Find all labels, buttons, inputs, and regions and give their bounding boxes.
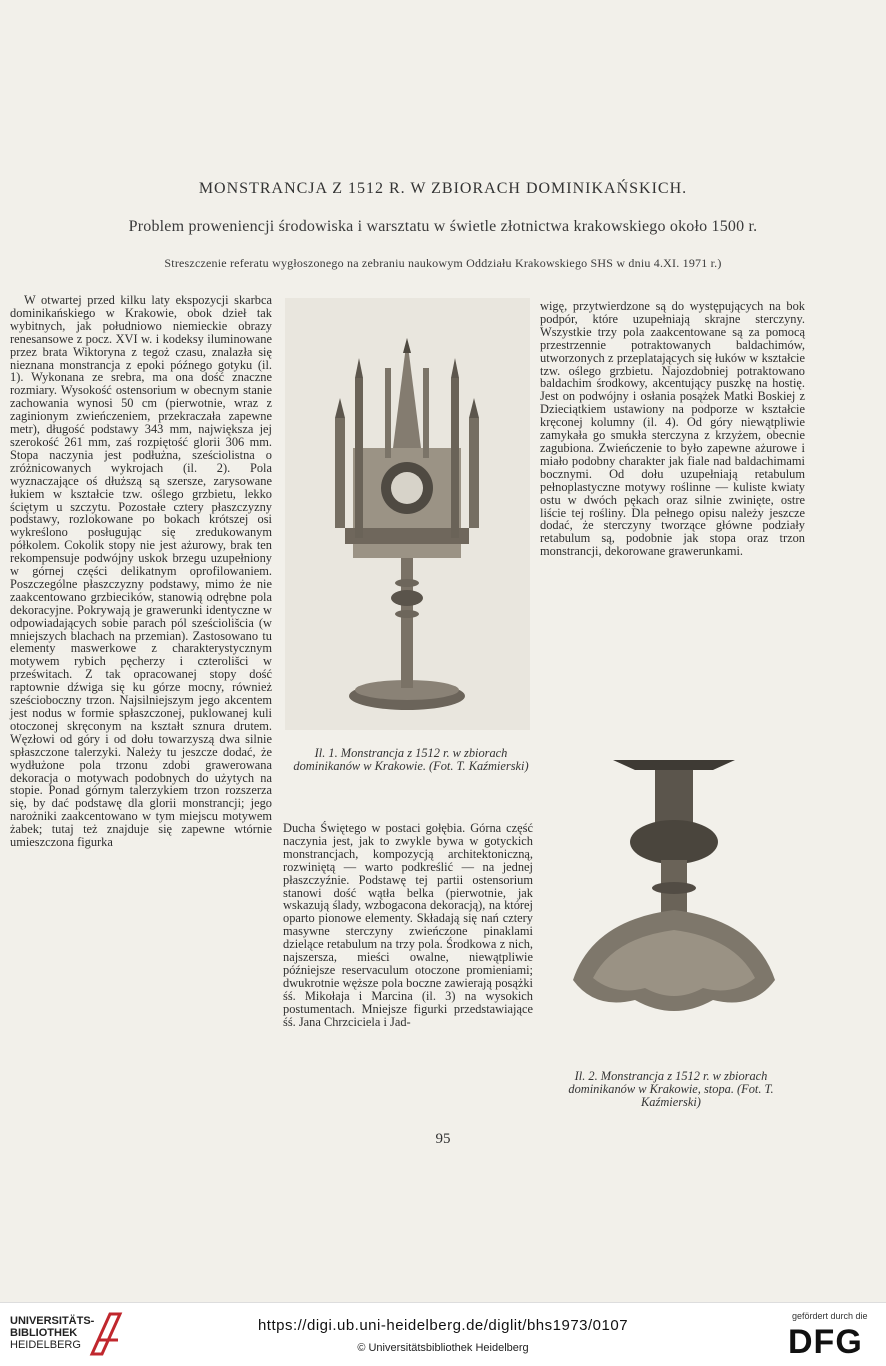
library-name-line: BIBLIOTHEK: [10, 1327, 78, 1339]
figure-2-caption: Il. 2. Monstrancja z 1512 r. w zbiorach dominikanów w Krakowie, stopa. (Fot. T. Kaźmierski): [568, 1069, 774, 1109]
page-number: 95: [435, 1131, 451, 1147]
text-column-left: [10, 294, 272, 849]
paragraph: W otwartej przed kilku laty ekspozycji skarbca dominikańskiego w Krakowie, obok dzieł tak wybitnych, jak południowo niemieckie obrazy renesansowe z pocz. XVI w. i kodeksy iluminowane przez brata Wiktoryna z tegoż czasu, znalazła się nieznana monstrancja z epoki późnego gotyku (il. 1). Wykonana ze srebra, ma ona dość znaczne rozmiary. Wysokość ostensorium w obecnym stanie zachowania wynosi 50 cm (pierwotnie, wraz z zaginionym zwieńczeniem, przekraczała zapewne metr), długość podstawy 343 mm, największa jej szerokość 261 mm, zaś rozpiętość glorii 306 mm. Stopa naczynia jest podłużna, sześciolistna o zróżnicowanych wykrojach (il. 2). Pola wyznaczające oś dłuższą są szersze, zarysowane łukiem w kształcie tzw. oślego grzbietu, lekko ściętym u szczytu. Pozostałe cztery płaszczyzny podstawy, rozlokowane po bokach krótszej osi wykreślono posługując się zredukowanym półkolem. Cokolik stopy nie jest ażurowy, brak ten rekompensuje podwójny uskok brzegu uzupełniony w górnej części delikatnym oprofilowaniem. Poszczególne płaszczyzny podstawy, mimo że nie zaakcentowano grzbiecików, stanowią odrębne pola dekoracyjne. Pokrywają je grawerunki identyczne w odpowiadających sobie parach pól sześciolišcia (w mniejszych blachach na przemian). Zastosowano tu elementy maswerkowe z charakterystycznym motywem rybich pęcherzy i czterolišci w prześwitach. Z tak opracowanej stopy dość raptownie dźwiga się ku górze mocny, również sześcioboczny trzon. Najsilniejszym jego akcentem jest nodus w formie spłaszczonej, puklowanej kuli otoczonej skręconym na kształt sznura drutem. Węzłowi od góry i od dołu towarzyszą dwa silnie spłaszczone talerzyki. Należy tu jeszcze dodać, że wydłużone pola trzonu zdobi grawerowana dekoracja o motywach podobnych do użytych na stopie. Ponad górnym talerzykiem trzon rozszerza się, by dać podstawę dla glorii monstrancji; jego narożniki zaakcentowano w tym miejscu motywem żabek; tutaj też znajduje się zapewne wtórnie umieszczona figurka: [10, 293, 272, 850]
library-name-line: UNIVERSITÄTS-: [10, 1315, 95, 1327]
article-subtitle: Problem proweniencji środowiska i warsztatu w świetle złotnictwa krakowskiego około 1500 r.: [128, 218, 758, 235]
abstract-note: Streszczenie referatu wygłoszonego na zebraniu naukowym Oddziału Krakowskiego SHS w dniu 4.XI. 1971 r.): [164, 256, 722, 270]
paragraph: Ducha Świętego w postaci gołębia. Górna część naczynia jest, jak to zwykle bywa w gotyckich monstrancjach, kompozycją architektoniczną, rozwiniętą — warto podkreślić — na jednej płaszczyźnie. Podstawę tej partii ostensorium stanowi dość wątła belka (pierwotnie, jak wskazują ślady, wzbogacona dekoracją), na której oparto pionowe elementy. Składają się nań cztery masywne sterczyny zwieńczone pinaklami dzielące retabulum na trzy pola. Środkowa z nich, najszersza, mieści owalne, niewątpliwie późniejsze reservaculum otoczone promieniami; dwukrotnie węższe pola boczne zawierają posążki śś. Mikołaja i Marcina (il. 3) na wysokich postumentach. Mniejsze figurki przedstawiające śś. Jana Chrzciciela i Jad-: [283, 821, 533, 1029]
copyright-text: © Universitätsbibliothek Heidelberg: [357, 1342, 529, 1354]
figure-monstrance-foot: [563, 760, 785, 1032]
dfg-logo[interactable]: DFG: [788, 1323, 863, 1361]
monstrance-foot-image: [563, 760, 785, 1032]
paragraph: wigę, przytwierdzone są do występujących na bok podpór, które uzupełniają skrajne sterczyny. Wszystkie trzy pola zaakcentowane są za pomocą przestrzennie potraktowanych baldachimów, utworzonych z przeplatających się łuków w kształcie tzw. oślego grzbietu. Najozdobniej potraktowano baldachim środkowy, akcentujący puszkę na hostię. Jest on podwójny i osłania posążek Matki Boskiej z Dzieciątkiem ustawiony na podporze w kształcie kręconej kolumny (il. 4). Od góry niewątpliwie zamykała go smukła sterczyna z krzyżem, obecnie zagubiona. Zwieńczenie to było zapewne ażurowe i miało podobny charakter jak fiale nad baldachimami bocznymi. Od dołu uzupełniają retabulum pełnoplastyczne motywy roślinne — kuliste kwiaty ostu w dwóch pękach oraz silnie zwinięte, ostre liście tej rośliny. Dla pełnego opisu należy jeszcze dodać, że sterczyny tworzące główne podziały retabulum są, podobnie jak stopa oraz trzon monstrancji, dekorowane grawerunkami.: [540, 299, 805, 559]
figure-1-caption: Il. 1. Monstrancja z 1512 r. w zbiorach dominikanów w Krakowie. (Fot. T. Kaźmierski): [293, 746, 529, 773]
monstrance-image: [285, 298, 530, 730]
library-name-line: HEIDELBERG: [10, 1339, 81, 1351]
text-column-right: [540, 300, 805, 558]
document-url-link[interactable]: https://digi.ub.uni-heidelberg.de/diglit/bhs1973/0107: [257, 1317, 629, 1334]
figure-monstrance: [285, 298, 530, 730]
article-title: MONSTRANCJA Z 1512 R. W ZBIORACH DOMINIKAŃSKICH.: [198, 180, 688, 197]
funded-by-label: gefördert durch die: [792, 1311, 868, 1321]
viewer-footer: [0, 1302, 886, 1366]
text-column-middle: [283, 822, 533, 1029]
